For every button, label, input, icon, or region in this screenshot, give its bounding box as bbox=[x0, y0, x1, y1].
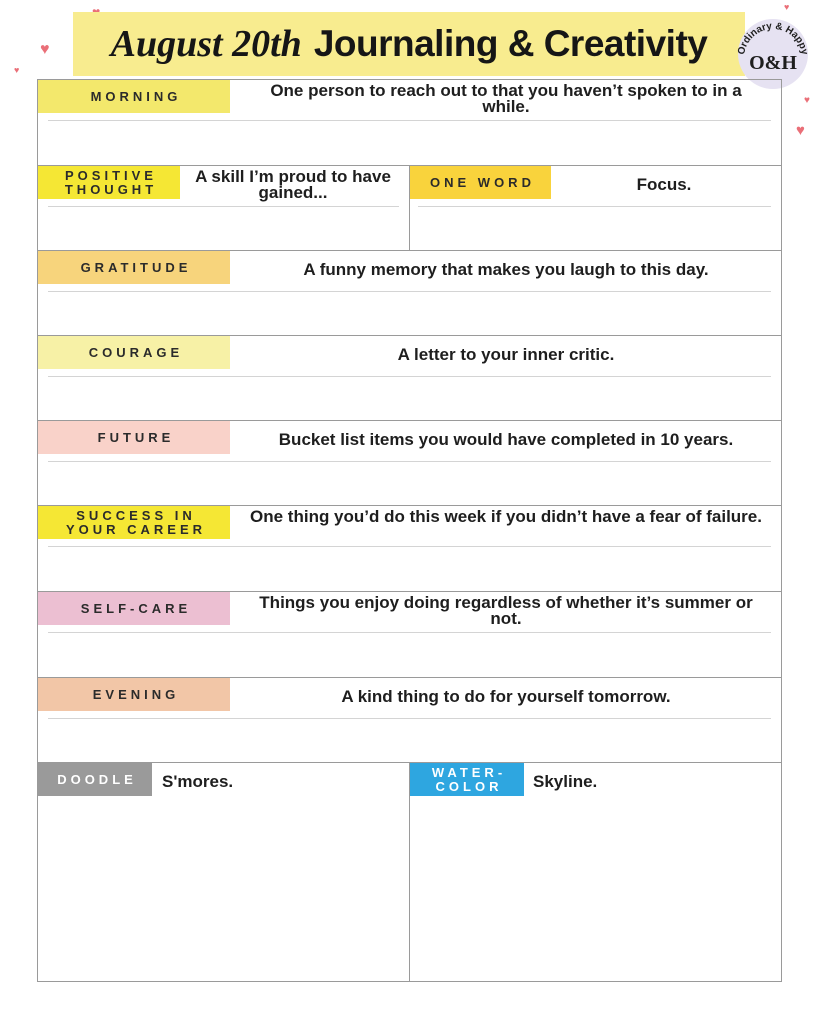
logo-arc-text: Ordinary & Happy bbox=[736, 20, 810, 56]
heart-icon: ♥ bbox=[40, 41, 50, 58]
success-career-prompt: One thing you’d do this week if you didn’t have a fear of failure. bbox=[250, 507, 762, 526]
page-title: Journaling & Creativity bbox=[313, 23, 708, 64]
evening-label: EVENING bbox=[38, 678, 230, 711]
evening-prompt: A kind thing to do for yourself tomorrow. bbox=[341, 687, 671, 706]
heart-icon: ♥ bbox=[14, 65, 20, 75]
self-care-label: SELF-CARE bbox=[38, 592, 230, 625]
courage-label: COURAGE bbox=[38, 336, 230, 369]
page-date: August 20th bbox=[110, 23, 302, 65]
morning-label: MORNING bbox=[38, 80, 230, 113]
writing-line bbox=[48, 632, 771, 633]
heart-icon: ♥ bbox=[796, 122, 805, 139]
gratitude-label: GRATITUDE bbox=[38, 251, 230, 284]
heart-icon: ♥ bbox=[804, 95, 810, 106]
doodle-label: DOODLE bbox=[38, 763, 152, 796]
positive-thought-label: POSITIVE THOUGHT bbox=[38, 166, 180, 199]
morning-prompt: One person to reach out to that you haven’t spoken to in a while. bbox=[270, 81, 742, 116]
positive-thought-section bbox=[38, 166, 410, 250]
watercolor-prompt: Skyline. bbox=[533, 772, 598, 791]
courage-section bbox=[38, 336, 781, 421]
writing-line bbox=[48, 546, 771, 547]
watercolor-section bbox=[410, 763, 781, 981]
doodle-prompt: S'mores. bbox=[162, 772, 234, 791]
writing-line bbox=[48, 291, 771, 292]
gratitude-section bbox=[38, 251, 781, 336]
doodle-section bbox=[38, 763, 410, 981]
self-care-prompt: Things you enjoy doing regardless of whether it’s summer or not. bbox=[259, 593, 753, 628]
journal-sheet bbox=[37, 79, 782, 982]
writing-line bbox=[48, 120, 771, 121]
future-section bbox=[38, 421, 781, 506]
self-care-section bbox=[38, 592, 781, 678]
morning-section bbox=[38, 80, 781, 166]
courage-prompt: A letter to your inner critic. bbox=[397, 345, 615, 364]
positive-thought-prompt: A skill I’m proud to have gained... bbox=[195, 167, 391, 202]
writing-line bbox=[418, 206, 771, 207]
writing-line bbox=[48, 718, 771, 719]
watercolor-label: WATER-COLOR bbox=[410, 763, 524, 796]
future-prompt: Bucket list items you would have completed in 10 years. bbox=[278, 430, 734, 449]
one-word-prompt: Focus. bbox=[636, 175, 692, 194]
writing-line bbox=[48, 461, 771, 462]
title-banner bbox=[73, 12, 745, 76]
success-career-section bbox=[38, 506, 781, 592]
future-label: FUTURE bbox=[38, 421, 230, 454]
writing-line bbox=[48, 206, 399, 207]
one-word-section bbox=[410, 166, 781, 250]
logo-monogram: O&H bbox=[749, 52, 797, 74]
positive-thought-row bbox=[38, 166, 781, 251]
heart-icon: ♥ bbox=[784, 2, 790, 12]
one-word-label: ONE WORD bbox=[410, 166, 551, 199]
success-career-label: SUCCESS IN YOUR CAREER bbox=[38, 506, 230, 539]
evening-section bbox=[38, 678, 781, 763]
gratitude-prompt: A funny memory that makes you laugh to this day. bbox=[303, 260, 709, 279]
drawing-row bbox=[38, 763, 781, 981]
writing-line bbox=[48, 376, 771, 377]
